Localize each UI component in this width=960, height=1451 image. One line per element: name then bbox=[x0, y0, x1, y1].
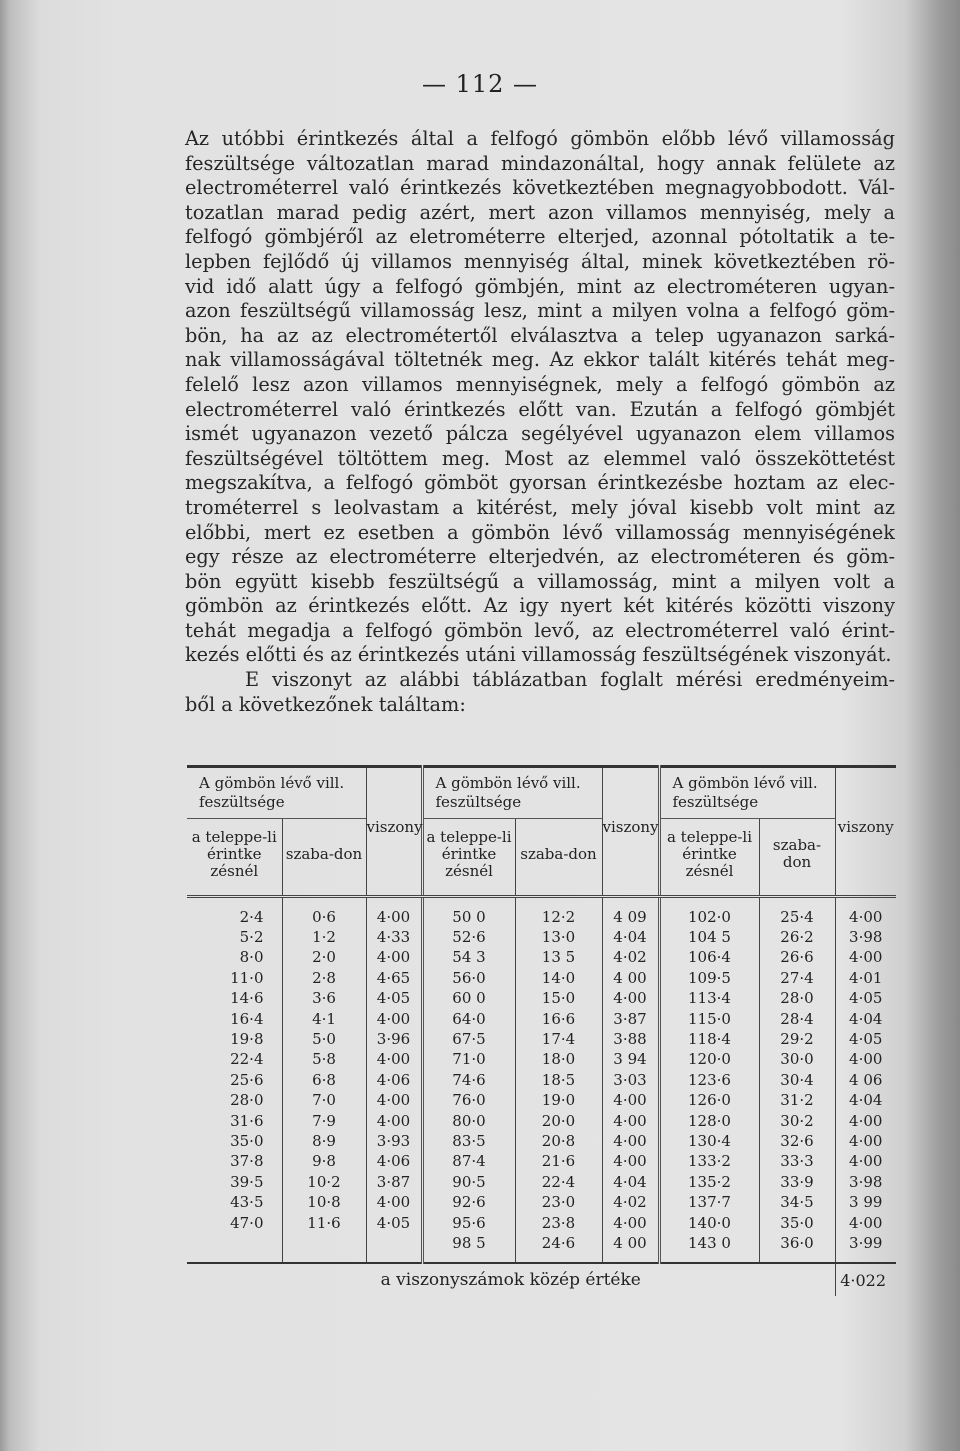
table-cell: 32·6 bbox=[759, 1131, 835, 1151]
table-cell: 4·05 bbox=[835, 1029, 896, 1049]
table-cell: 43·5 bbox=[230, 1193, 264, 1212]
table-cell: 5·8 bbox=[282, 1049, 366, 1069]
table-cell: 4·00 bbox=[835, 1131, 896, 1151]
table-cell: 135·2 bbox=[659, 1172, 759, 1192]
table-cell: 13 5 bbox=[515, 947, 602, 967]
table-cell: 4·00 bbox=[366, 947, 422, 967]
table-cell: 14·6 bbox=[230, 989, 264, 1008]
paragraph-2 bbox=[185, 668, 895, 717]
table-cell: 28·0 bbox=[230, 1091, 264, 1110]
paragraph-1 bbox=[185, 127, 895, 668]
table-cell: 3·93 bbox=[366, 1131, 422, 1151]
table-row bbox=[187, 1070, 896, 1090]
table-cell: 4·00 bbox=[835, 1212, 896, 1232]
table-cell: 4 00 bbox=[602, 1233, 659, 1253]
table-cell: 30·4 bbox=[759, 1070, 835, 1090]
table-cell: 104 5 bbox=[659, 927, 759, 947]
table-cell: 39·5 bbox=[230, 1172, 264, 1191]
text-line: tozatlan marad pedig azért, mert azon villamos mennyiség, mely a bbox=[185, 200, 895, 224]
table-cell: 28·4 bbox=[759, 1008, 835, 1028]
table-cell: 115·0 bbox=[659, 1008, 759, 1028]
text-line: E viszonyt az alábbi táblázatban foglalt mérési eredményeim- bbox=[245, 668, 895, 692]
table-cell: 92·6 bbox=[422, 1192, 515, 1212]
table-cell bbox=[187, 1233, 282, 1253]
table-cell: 4·00 bbox=[366, 1049, 422, 1069]
table-cell: 4·06 bbox=[366, 1151, 422, 1171]
table-cell: 118·4 bbox=[659, 1029, 759, 1049]
table-cell: 23·0 bbox=[515, 1192, 602, 1212]
table-cell: 24·6 bbox=[515, 1233, 602, 1253]
table-cell: 4·00 bbox=[366, 1090, 422, 1110]
table-cell: 15·0 bbox=[515, 988, 602, 1008]
table-cell: 37·8 bbox=[230, 1152, 264, 1171]
table-cell: 4·33 bbox=[366, 927, 422, 947]
table-cell: 67·5 bbox=[422, 1029, 515, 1049]
table-cell: 5·0 bbox=[282, 1029, 366, 1049]
text-line: feszültsége változatlan marad mindazonáltal, hogy annak felülete az bbox=[185, 151, 895, 175]
table-cell: 26·2 bbox=[759, 927, 835, 947]
table-cell: 29·2 bbox=[759, 1029, 835, 1049]
table-row bbox=[187, 1110, 896, 1130]
table-cell: 13·0 bbox=[515, 927, 602, 947]
text-line: ből a következőnek találtam: bbox=[185, 692, 466, 716]
table-cell: 4·65 bbox=[366, 968, 422, 988]
table-cell: 4·00 bbox=[366, 1192, 422, 1212]
table-cell: 123·6 bbox=[659, 1070, 759, 1090]
table-cell: 4·00 bbox=[366, 1110, 422, 1130]
table-row bbox=[187, 968, 896, 988]
table-cell: 4·00 bbox=[835, 947, 896, 967]
table-cell: 3·87 bbox=[602, 1008, 659, 1028]
body-text bbox=[185, 127, 895, 717]
text-line: felelő lesz azon villamos mennyiségnek, mely a felfogó gömbön az bbox=[185, 372, 895, 396]
table-cell bbox=[366, 1233, 422, 1253]
table-cell: 4·00 bbox=[602, 1110, 659, 1130]
table-cell: 9·8 bbox=[282, 1151, 366, 1171]
table-cell: 52·6 bbox=[422, 927, 515, 947]
table-cell: 3·98 bbox=[835, 1172, 896, 1192]
table-cell: 4 06 bbox=[835, 1070, 896, 1090]
table-cell: 113·4 bbox=[659, 988, 759, 1008]
table-cell: 90·5 bbox=[422, 1172, 515, 1192]
text-line: tehát megadja a felfogó gömbön levő, az electrométerrel való érint- bbox=[185, 618, 895, 642]
text-line: felfogó gömbjéről az eletrométerre elterjed, azonnal pótoltatik a te- bbox=[185, 225, 895, 249]
table-cell: 3 99 bbox=[835, 1192, 896, 1212]
table-cell: 22·4 bbox=[515, 1172, 602, 1192]
table-cell: 8·0 bbox=[239, 948, 264, 967]
table-cell: 4·00 bbox=[835, 1049, 896, 1069]
table-row bbox=[187, 1233, 896, 1253]
sub-header-at-battery-2: a teleppe-li érintke zésnél bbox=[422, 819, 515, 890]
table-cell: 3·03 bbox=[602, 1070, 659, 1090]
table-cell: 34·5 bbox=[759, 1192, 835, 1212]
table-cell: 3 94 bbox=[602, 1049, 659, 1069]
table-cell: 19·8 bbox=[230, 1030, 264, 1049]
sub-header-at-battery-3: a teleppe-li érintke zésnél bbox=[659, 819, 759, 890]
text-line: nak villamosságával töltetnék meg. Az ekkor talált kitérés tehát meg- bbox=[185, 348, 895, 372]
table-cell: 5·2 bbox=[239, 928, 264, 947]
table-cell: 33·9 bbox=[759, 1172, 835, 1192]
table-row bbox=[187, 1131, 896, 1151]
mean-value: 4·022 bbox=[835, 1263, 896, 1296]
table-row bbox=[187, 1192, 896, 1212]
table-cell: 3·96 bbox=[366, 1029, 422, 1049]
table-cell: 64·0 bbox=[422, 1008, 515, 1028]
table-cell: 4·05 bbox=[835, 988, 896, 1008]
table-cell: 3·87 bbox=[366, 1172, 422, 1192]
table-cell bbox=[282, 1233, 366, 1253]
table-cell: 11·6 bbox=[282, 1212, 366, 1232]
table-cell: 4·00 bbox=[602, 1151, 659, 1171]
text-line: electrométerrel való érintkezés előtt van. Ezután a felfogó gömbjét bbox=[185, 397, 895, 421]
ratio-header-3: viszony bbox=[835, 767, 896, 890]
table-cell: 7·9 bbox=[282, 1110, 366, 1130]
table-cell: 20·8 bbox=[515, 1131, 602, 1151]
table-cell: 102·0 bbox=[659, 907, 759, 927]
table-cell: 3·99 bbox=[835, 1233, 896, 1253]
text-line: Az utóbbi érintkezés által a felfogó gömbön előbb lévő villamosság bbox=[185, 127, 895, 150]
table-cell: 4·04 bbox=[835, 1008, 896, 1028]
table-cell: 133·2 bbox=[659, 1151, 759, 1171]
table-cell: 16·4 bbox=[230, 1009, 264, 1028]
table-cell: 35·0 bbox=[230, 1131, 264, 1150]
measurement-table bbox=[187, 765, 896, 1296]
table-row bbox=[187, 907, 896, 927]
text-line: bön együtt kisebb feszültségű a villamosság, mint a milyen volt a bbox=[185, 569, 895, 593]
table-cell: 16·6 bbox=[515, 1008, 602, 1028]
table-cell: 140·0 bbox=[659, 1212, 759, 1232]
table-cell: 30·0 bbox=[759, 1049, 835, 1069]
table-cell: 4·1 bbox=[282, 1008, 366, 1028]
text-line: ismét ugyanazon vezető pálcza segélyével ugyanazon elem villamos bbox=[185, 422, 895, 446]
table-row bbox=[187, 1049, 896, 1069]
table-cell: 47·0 bbox=[230, 1213, 264, 1232]
mean-value-label: a viszonyszámok közép értéke bbox=[187, 1263, 835, 1296]
table-cell: 2·8 bbox=[282, 968, 366, 988]
table-cell: 4 00 bbox=[602, 968, 659, 988]
text-line: electrométerrel való érintkezés következtében megnagyobbodott. Vál- bbox=[185, 176, 895, 200]
table-cell: 4·04 bbox=[835, 1090, 896, 1110]
table-cell: 109·5 bbox=[659, 968, 759, 988]
table-row bbox=[187, 1212, 896, 1232]
table-cell: 87·4 bbox=[422, 1151, 515, 1171]
group-header-1: A gömbön lévő vill. feszültsége bbox=[199, 774, 345, 811]
text-line: előbbi, mert ez esetben a gömbön lévő villamosság mennyiségének bbox=[185, 520, 895, 544]
table-cell: 11·0 bbox=[230, 968, 264, 987]
table-cell: 35·0 bbox=[759, 1212, 835, 1232]
table-row bbox=[187, 947, 896, 967]
table-cell: 14·0 bbox=[515, 968, 602, 988]
table-cell: 4·04 bbox=[602, 927, 659, 947]
table-row bbox=[187, 927, 896, 947]
table-cell: 28·0 bbox=[759, 988, 835, 1008]
table-row bbox=[187, 1029, 896, 1049]
table-cell: 4·05 bbox=[366, 1212, 422, 1232]
page-number: — 112 — bbox=[421, 70, 539, 98]
table-cell: 4·00 bbox=[835, 1110, 896, 1130]
table-cell: 17·4 bbox=[515, 1029, 602, 1049]
table-cell: 95·6 bbox=[422, 1212, 515, 1232]
table-cell: 120·0 bbox=[659, 1049, 759, 1069]
text-line: trométerrel s leolvastam a kitérést, mely jóval kisebb volt mint az bbox=[185, 495, 895, 519]
table-cell: 83·5 bbox=[422, 1131, 515, 1151]
table-cell: 25·6 bbox=[230, 1070, 264, 1089]
table-cell: 33·3 bbox=[759, 1151, 835, 1171]
text-line: vid idő alatt úgy a felfogó gömbjén, mint az electrométeren ugyan- bbox=[185, 274, 895, 298]
table-cell: 4·00 bbox=[602, 1131, 659, 1151]
table-cell: 6·8 bbox=[282, 1070, 366, 1090]
table-cell: 4·00 bbox=[602, 1090, 659, 1110]
table-cell: 54 3 bbox=[422, 947, 515, 967]
table-cell: 36·0 bbox=[759, 1233, 835, 1253]
text-line: lepben fejlődő új villamos mennyiség által, minek következtében rö- bbox=[185, 249, 895, 273]
table-cell: 4·05 bbox=[366, 988, 422, 1008]
table-cell: 21·6 bbox=[515, 1151, 602, 1171]
table-cell: 0·6 bbox=[282, 907, 366, 927]
table-cell: 3·88 bbox=[602, 1029, 659, 1049]
table-cell: 12·2 bbox=[515, 907, 602, 927]
table-cell: 4·00 bbox=[602, 1212, 659, 1232]
sub-header-at-battery-1: a teleppe-li érintke zésnél bbox=[187, 819, 282, 890]
table-row bbox=[187, 1172, 896, 1192]
table-cell: 80·0 bbox=[422, 1110, 515, 1130]
table-cell: 4·00 bbox=[602, 988, 659, 1008]
table-cell: 2·0 bbox=[282, 947, 366, 967]
table-cell: 18·0 bbox=[515, 1049, 602, 1069]
table-cell: 74·6 bbox=[422, 1070, 515, 1090]
text-line: egy része az electrométerre elterjedvén, az electrométeren és göm- bbox=[185, 545, 895, 569]
table-cell: 76·0 bbox=[422, 1090, 515, 1110]
table-cell: 7·0 bbox=[282, 1090, 366, 1110]
text-line: feszültségével töltöttem meg. Most az elemmel való összeköttetést bbox=[185, 446, 895, 470]
table-cell: 19·0 bbox=[515, 1090, 602, 1110]
table-cell: 4·00 bbox=[366, 907, 422, 927]
table-cell: 10·2 bbox=[282, 1172, 366, 1192]
table-cell: 2·4 bbox=[239, 907, 264, 926]
table-cell: 4·04 bbox=[602, 1172, 659, 1192]
table-cell: 4·02 bbox=[602, 947, 659, 967]
table-cell: 3·6 bbox=[282, 988, 366, 1008]
table-cell: 18·5 bbox=[515, 1070, 602, 1090]
table-cell: 4·00 bbox=[835, 1151, 896, 1171]
table-cell: 137·7 bbox=[659, 1192, 759, 1212]
table-cell: 56·0 bbox=[422, 968, 515, 988]
table-cell: 10·8 bbox=[282, 1192, 366, 1212]
table-cell: 50 0 bbox=[422, 907, 515, 927]
table-cell: 130·4 bbox=[659, 1131, 759, 1151]
ratio-header-1: viszony bbox=[366, 767, 422, 890]
table-row bbox=[187, 1090, 896, 1110]
table-row bbox=[187, 1008, 896, 1028]
table-cell: 8·9 bbox=[282, 1131, 366, 1151]
table-cell: 4·02 bbox=[602, 1192, 659, 1212]
text-line: bön, ha az az electrométertől elválasztva a telep ugyanazon sarká- bbox=[185, 323, 895, 347]
text-line: azon feszültségű villamosság lesz, mint a milyen volna a felfogó göm- bbox=[185, 299, 895, 323]
table-cell: 3·98 bbox=[835, 927, 896, 947]
sub-header-free-3: szaba-don bbox=[759, 819, 835, 890]
table-cell: 27·4 bbox=[759, 968, 835, 988]
table-cell: 60 0 bbox=[422, 988, 515, 1008]
text-line: kezés előtti és az érintkezés utáni villamosság feszültségének viszonyát. bbox=[185, 643, 892, 667]
table-cell: 128·0 bbox=[659, 1110, 759, 1130]
table-cell: 143 0 bbox=[659, 1233, 759, 1253]
table-cell: 31·2 bbox=[759, 1090, 835, 1110]
table-cell: 22·4 bbox=[230, 1050, 264, 1069]
table-cell: 106·4 bbox=[659, 947, 759, 967]
text-line: gömbön az érintkezés előtt. Az igy nyert két kitérés közötti viszony bbox=[185, 594, 895, 618]
table-cell: 30·2 bbox=[759, 1110, 835, 1130]
table-cell: 4·06 bbox=[366, 1070, 422, 1090]
ratio-header-2: viszony bbox=[602, 767, 659, 890]
table-cell: 26·6 bbox=[759, 947, 835, 967]
table-cell: 25·4 bbox=[759, 907, 835, 927]
table-cell: 126·0 bbox=[659, 1090, 759, 1110]
table-cell: 31·6 bbox=[230, 1111, 264, 1130]
sub-header-free-1: szaba-don bbox=[282, 819, 366, 890]
table-cell: 4·00 bbox=[835, 907, 896, 927]
table-row bbox=[187, 988, 896, 1008]
sub-header-free-2: szaba-don bbox=[515, 819, 602, 890]
table-cell: 20·0 bbox=[515, 1110, 602, 1130]
table-cell: 4·00 bbox=[366, 1008, 422, 1028]
table-row bbox=[187, 1151, 896, 1171]
group-header-3: A gömbön lévő vill. feszültsége bbox=[659, 767, 835, 819]
text-line: megszakítva, a felfogó gömböt gyorsan érintkezésbe hoztam az elec- bbox=[185, 471, 895, 495]
table-cell: 4·01 bbox=[835, 968, 896, 988]
table-cell: 23·8 bbox=[515, 1212, 602, 1232]
table-cell: 4 09 bbox=[602, 907, 659, 927]
table-cell: 71·0 bbox=[422, 1049, 515, 1069]
group-header-2: A gömbön lévő vill. feszültsége bbox=[422, 767, 602, 819]
table-cell: 1·2 bbox=[282, 927, 366, 947]
table-cell: 98 5 bbox=[422, 1233, 515, 1253]
